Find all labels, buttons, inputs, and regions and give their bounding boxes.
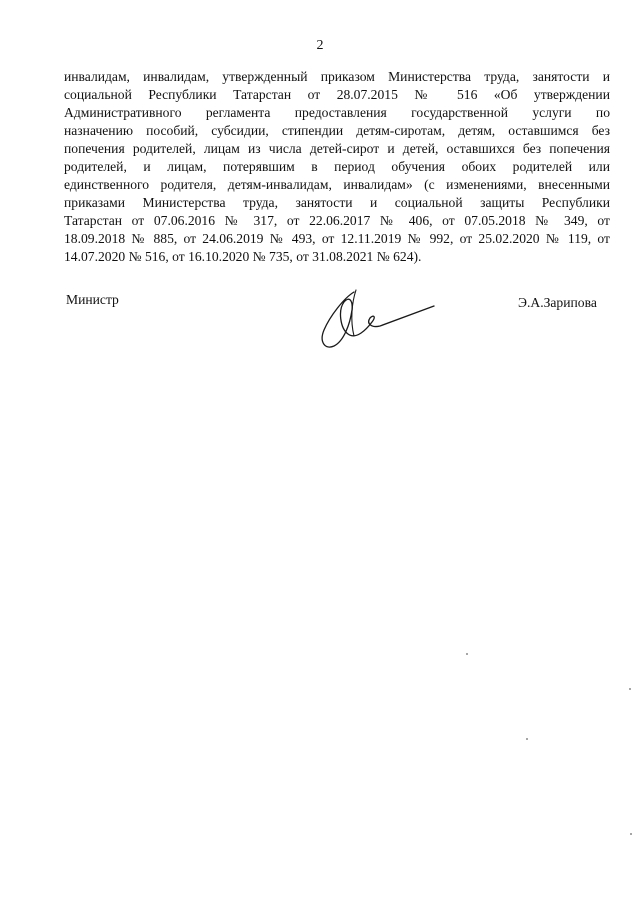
scan-speck [630, 833, 632, 835]
body-line: инвалидам, инвалидам, утвержденный приказом Министерства труда, занятости и [64, 69, 610, 84]
signatory-name: Э.А.Зарипова [518, 295, 597, 310]
body-line: социальной Республики Татарстан от 28.07.2015 № 516 «Об утверждении [64, 87, 610, 102]
scan-speck [526, 738, 528, 740]
scan-speck [466, 653, 468, 655]
body-line: родителей, и лицам, потерявшим в период обучения обоих родителей или [64, 159, 610, 174]
body-line: назначению пособий, субсидии, стипендии детям-сиротам, детям, оставшимся без [64, 123, 610, 138]
body-line: 14.07.2020 № 516, от 16.10.2020 № 735, от 31.08.2021 № 624). [64, 249, 422, 264]
body-paragraph [64, 68, 610, 266]
body-line: Татарстан от 07.06.2016 № 317, от 22.06.2017 № 406, от 07.05.2018 № 349, от [64, 213, 610, 228]
page-number: 2 [316, 38, 324, 53]
body-line: Административного регламента предоставления государственной услуги по [64, 105, 610, 120]
body-line: приказами Министерства труда, занятости и социальной защиты Республики [64, 195, 610, 210]
body-line: 18.09.2018 № 885, от 24.06.2019 № 493, от 12.11.2019 № 992, от 25.02.2020 № 119, от [64, 231, 610, 246]
signatory-title: Министр [66, 292, 119, 307]
handwritten-signature [316, 284, 440, 354]
scan-speck [629, 688, 631, 690]
body-line: попечения родителей, лицам из числа детей-сирот и детей, оставшихся без попечения [64, 141, 610, 156]
body-line: единственного родителя, детям-инвалидам, инвалидам» (с изменениями, внесенными [64, 177, 610, 192]
